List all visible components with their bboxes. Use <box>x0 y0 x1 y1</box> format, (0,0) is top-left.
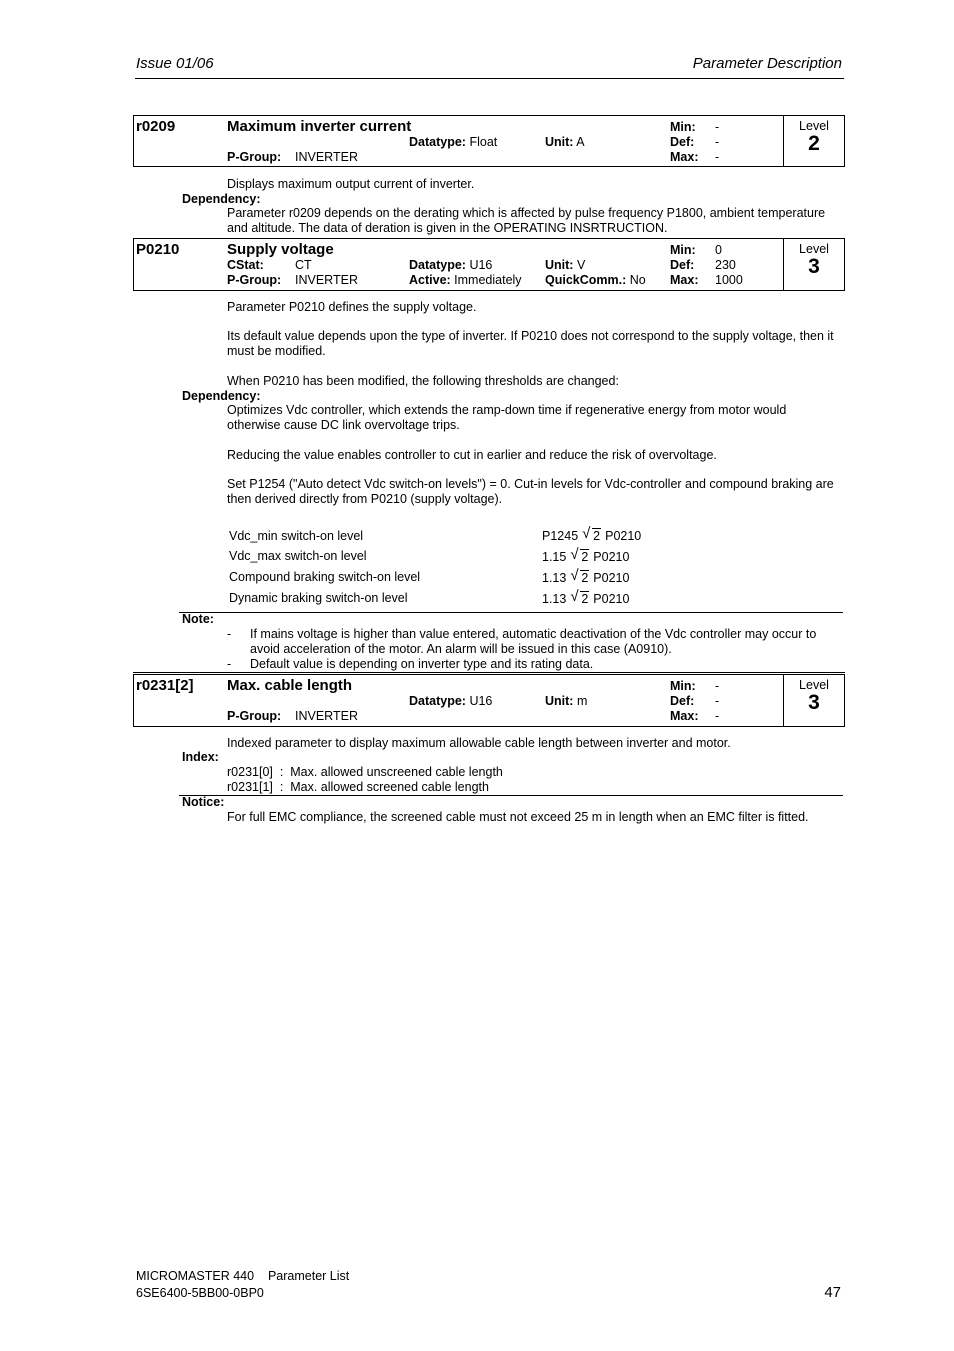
min-label: Min: <box>670 679 696 693</box>
description-3: When P0210 has been modified, the following thresholds are changed: <box>227 374 619 388</box>
index-entry: r0231[0] : Max. allowed unscreened cable length <box>227 765 503 779</box>
pgroup-label: P-Group: <box>227 709 282 723</box>
max-value: - <box>715 709 720 723</box>
description-1: Parameter P0210 defines the supply voltage. <box>227 300 477 314</box>
note-text-2: Default value is depending on inverter type and its rating data. <box>250 657 594 671</box>
unit-field: Unit: V <box>545 258 586 272</box>
dependency-label: Dependency: <box>182 389 261 403</box>
threshold-label: Dynamic braking switch-on level <box>229 591 408 605</box>
header-issue: Issue 01/06 <box>136 55 214 72</box>
threshold-label: Compound braking switch-on level <box>229 570 421 584</box>
dependency-text-2: Reducing the value enables controller to cut in earlier and reduce the risk of overvoltage. <box>227 448 717 462</box>
page-number: 47 <box>824 1284 841 1301</box>
def-value: 230 <box>715 258 736 272</box>
header-section-title: Parameter Description <box>692 55 842 72</box>
max-label: Max: <box>670 709 699 723</box>
dependency-text-3: Set P1254 ("Auto detect Vdc switch-on levels") = 0. Cut-in levels for Vdc-controller and compound braking are then derived directly from P0210 (supply voltage). <box>227 477 834 506</box>
footer-product: MICROMASTER 440 Parameter List <box>136 1269 350 1283</box>
level-label: Level <box>799 678 829 692</box>
level-number: 3 <box>808 255 820 278</box>
unit-field: Unit: A <box>545 135 585 149</box>
sqrt-symbol: √ 2 <box>570 567 589 585</box>
index-entry: r0231[1] : Max. allowed screened cable length <box>227 780 489 794</box>
level-box <box>783 116 844 166</box>
sqrt-symbol: √ 2 <box>582 525 601 543</box>
description: Displays maximum output current of inverter. <box>227 177 475 191</box>
level-number: 2 <box>808 132 820 155</box>
pgroup-label: P-Group: <box>227 150 282 164</box>
parameter-name: Supply voltage <box>227 241 334 258</box>
max-label: Max: <box>670 273 699 287</box>
threshold-label: Vdc_max switch-on level <box>229 549 367 563</box>
cstat-label: CStat: <box>227 258 264 272</box>
max-value: - <box>715 150 720 164</box>
min-value: - <box>715 679 720 693</box>
level-box <box>783 239 844 290</box>
level-box <box>783 675 844 726</box>
divider <box>179 612 843 613</box>
description: Indexed parameter to display maximum allowable cable length between inverter and motor. <box>227 736 731 750</box>
quickcomm-field: QuickComm.: No <box>545 273 646 287</box>
max-label: Max: <box>670 150 699 164</box>
datatype-field: Datatype: U16 <box>409 694 493 708</box>
min-label: Min: <box>670 243 696 257</box>
pgroup-value: INVERTER <box>295 709 358 723</box>
pgroup-value: INVERTER <box>295 150 358 164</box>
dependency-text-1: Optimizes Vdc controller, which extends the ramp-down time if regenerative energy from motor would otherwise cause DC link overvoltage trips. <box>227 403 787 432</box>
sqrt-symbol: √ 2 <box>570 588 589 606</box>
cstat-value: CT <box>295 258 312 272</box>
bullet-dash: - <box>227 657 232 671</box>
divider <box>133 672 845 673</box>
header-rule <box>135 78 844 79</box>
threshold-formula: 1.13 √ 2 P0210 <box>542 588 630 606</box>
footer-order-number: 6SE6400-5BB00-0BP0 <box>136 1286 264 1300</box>
max-value: 1000 <box>715 273 743 287</box>
sqrt-symbol: √ 2 <box>570 546 589 564</box>
pgroup-value: INVERTER <box>295 273 358 287</box>
parameter-name: Max. cable length <box>227 677 353 694</box>
dependency-text: Parameter r0209 depends on the derating which is affected by pulse frequency P1800, ambient temperature and altitude. The data of deration is given in the OPERATING INSRTRUCTION. <box>227 206 826 235</box>
def-value: - <box>715 694 720 708</box>
def-label: Def: <box>670 694 695 708</box>
datatype-field: Datatype: U16 <box>409 258 493 272</box>
parameter-id: P0210 <box>136 241 180 258</box>
index-label: Index: <box>182 750 219 764</box>
min-value: - <box>715 120 720 134</box>
parameter-name: Maximum inverter current <box>227 118 412 135</box>
unit-field: Unit: m <box>545 694 588 708</box>
note-text-1: If mains voltage is higher than value entered, automatic deactivation of the Vdc controller may occur to avoid acceleration of the motor. An alarm will be issued in this case (A0910). <box>250 627 817 656</box>
threshold-formula: 1.13 √ 2 P0210 <box>542 567 630 585</box>
min-label: Min: <box>670 120 696 134</box>
threshold-formula: 1.15 √ 2 P0210 <box>542 546 630 564</box>
pgroup-label: P-Group: <box>227 273 282 287</box>
def-label: Def: <box>670 135 695 149</box>
def-label: Def: <box>670 258 695 272</box>
threshold-formula: P1245 √ 2 P0210 <box>542 525 642 543</box>
notice-text: For full EMC compliance, the screened cable must not exceed 25 m in length when an EMC filter is fitted. <box>227 810 809 824</box>
description-2: Its default value depends upon the type of inverter. If P0210 does not correspond to the supply voltage, then it must be modified. <box>227 329 834 358</box>
threshold-label: Vdc_min switch-on level <box>229 529 364 543</box>
min-value: 0 <box>715 243 722 257</box>
parameter-id: r0231[2] <box>136 677 194 694</box>
note-label: Note: <box>182 612 214 626</box>
divider <box>179 795 843 796</box>
active-field: Active: Immediately <box>409 273 522 287</box>
notice-label: Notice: <box>182 795 225 809</box>
bullet-dash: - <box>227 627 232 641</box>
datatype-field: Datatype: Float <box>409 135 498 149</box>
level-label: Level <box>799 119 829 133</box>
level-number: 3 <box>808 691 820 714</box>
dependency-label: Dependency: <box>182 192 261 206</box>
level-label: Level <box>799 242 829 256</box>
parameter-id: r0209 <box>136 118 176 135</box>
def-value: - <box>715 135 720 149</box>
